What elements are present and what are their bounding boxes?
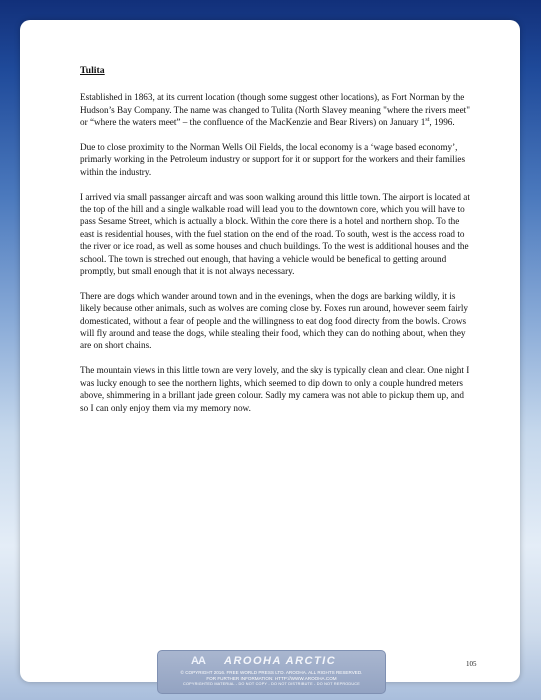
paragraph-history-end: , 1996. <box>429 117 455 128</box>
paragraph-arrival: I arrived via small passanger aircaft and was soon walking around this little town. The airport is located at the top of the hill and a single walkable road will lead you to the downtown core, which you will have to pass Sesame Street, which is actually a block. Within the core there is a hotel and northern shop. To the east is residential houses, with the fuel station on the end of the road. To south, west is the access road to the river or ice road, as well as some houses and chuch buildings. To the west is additional houses and the school. The town is streched out enough, that having a vehicle would be benefical to getting around promptly, but small enough that it is not always necessary. <box>80 191 470 277</box>
page-number: 105 <box>466 660 477 668</box>
footer-info-link[interactable]: FOR FURTHER INFORMATION: HTTP://WWW.AROOHA.COM <box>206 676 337 681</box>
paragraph-animals: There are dogs which wander around town and in the evenings, when the dogs are barking wildly, it is likely because other animals, such as wolves are coming close by. Foxes run around, however seem fairly domesticated, without a fear of people and the willingness to eat dog food directy from the bowls. Crows will fly around and tease the dogs, while stealing their food, which they can do nothing about, when they are on short chains. <box>80 290 468 351</box>
document-body <box>80 65 470 426</box>
document-title: Tulita <box>80 65 105 76</box>
footer-logo <box>158 654 385 670</box>
footer-banner <box>157 650 386 694</box>
arooha-logo-icon: AA <box>191 655 205 667</box>
footer-notice: COPYRIGHTED MATERIAL - DO NOT COPY - DO NOT DISTRIBUTE - DO NOT REPRODUCE <box>183 682 360 686</box>
paragraph-history <box>80 91 470 128</box>
footer-copyright: © COPYRIGHT 2016. FREE WORLD PRESS LTD. AROOHA. ALL RIGHTS RESERVED. <box>180 670 363 675</box>
ordinal-suffix: st <box>425 117 430 124</box>
document-page <box>20 20 520 682</box>
paragraph-history-text: Established in 1863, at its current location (though some suggest other locations), as Fort Norman by the Hudson’s Bay Company. The name was changed to Tulita (North Slavey meaning "where the rivers meet" or “where the waters meet” – the confluence of the MacKenzie and Bear Rivers) on January 1 <box>80 92 470 128</box>
footer-logo-text: AROOHA ARCTIC <box>224 655 337 667</box>
paragraph-views: The mountain views in this little town are very lovely, and the sky is typically clean and clear. One night I was lucky enough to see the northern lights, which seemed to dip down to only a couple hundred meters above, shimmering in a brillant jade green colour. Sadly my camera was not able to pickup them up, and so I can only enjoy them via my memory now. <box>80 365 470 413</box>
paragraph-economy: Due to close proximity to the Norman Wells Oil Fields, the local economy is a ‘wage based economy’, primarly working in the Petroleum industry or support for it or support for the workers and their families within the industry. <box>80 142 466 177</box>
